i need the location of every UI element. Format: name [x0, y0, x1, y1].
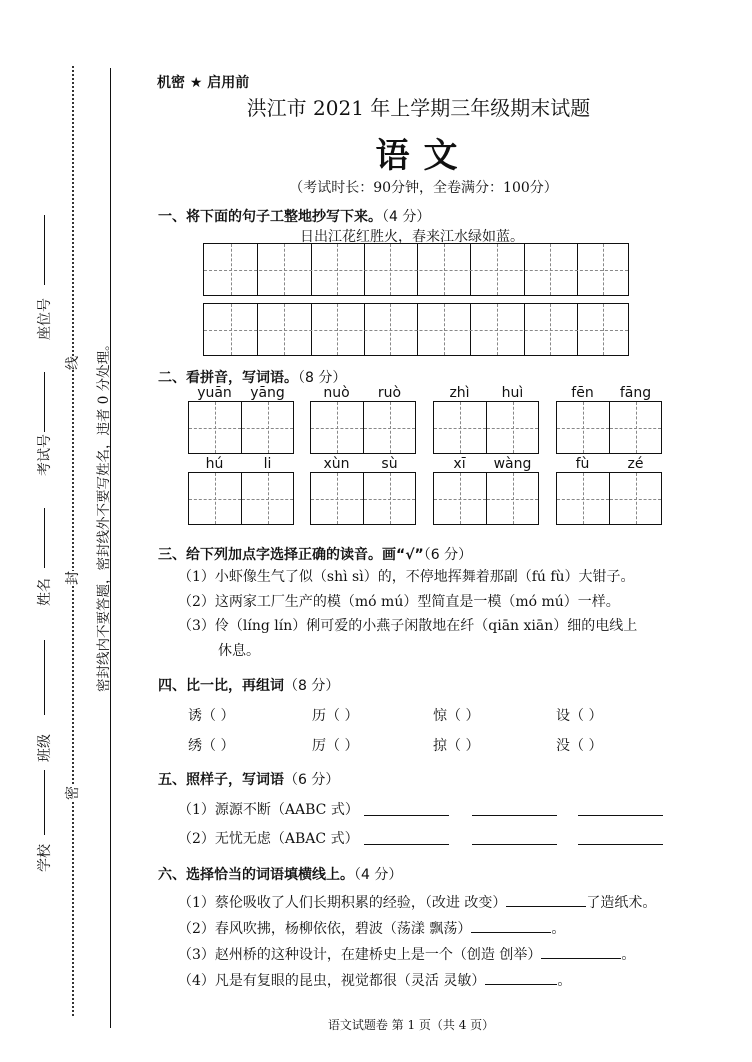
s4-row1-item2[interactable]: 历（ ）	[312, 708, 359, 724]
pinyin-label: li	[263, 456, 272, 472]
section-2-title: 二、看拼音，写词语。	[158, 370, 298, 386]
section-4-points: （8 分）	[284, 678, 340, 694]
character-box[interactable]	[486, 472, 539, 525]
s6-q4-end: 。	[557, 973, 572, 989]
s5-q2-blank-2[interactable]	[472, 844, 557, 845]
character-box[interactable]	[310, 401, 364, 454]
s3-question-3b: 休息。	[218, 643, 260, 659]
s4-row2-item3[interactable]: 掠（ ）	[433, 738, 480, 754]
s6-question-2	[178, 918, 565, 938]
box-middle-guide	[364, 499, 415, 500]
margin-warning: 密封线内不要答题，密封线外不要写姓名，违者 0 分处理。	[96, 337, 112, 692]
character-box[interactable]	[556, 401, 610, 454]
margin-label-name: 姓名	[37, 578, 53, 606]
margin-label-class: 班级	[37, 734, 53, 762]
pinyin-label: ruò	[377, 385, 402, 401]
section-1-heading	[158, 206, 430, 226]
box-middle-guide	[557, 428, 609, 429]
class-underline	[44, 640, 45, 715]
section-5-heading	[158, 769, 339, 789]
s4-row1-item1[interactable]: 诱（ ）	[188, 708, 235, 724]
margin-mark-seal: 封	[62, 571, 82, 585]
s5-question-1: （1）源源不断（AABC 式）	[178, 802, 359, 818]
pinyin-label: xùn	[323, 456, 350, 472]
pinyin-label: zhì	[449, 385, 470, 401]
character-box[interactable]	[241, 401, 294, 454]
s5-q1-blank-2[interactable]	[472, 815, 557, 816]
pinyin-label: zé	[627, 456, 644, 472]
s4-row2-item4[interactable]: 没（ ）	[556, 738, 603, 754]
character-box[interactable]	[609, 472, 662, 525]
s5-q1-blank-3[interactable]	[578, 815, 663, 816]
box-middle-guide	[434, 428, 486, 429]
box-middle-guide	[189, 499, 241, 500]
s6-q4-blank[interactable]	[485, 972, 557, 985]
section-4-title: 四、比一比，再组词	[158, 678, 284, 694]
character-box[interactable]	[188, 472, 242, 525]
s6-question-1	[178, 892, 656, 912]
section-4-heading	[158, 675, 339, 695]
section-6-heading	[158, 864, 402, 884]
section-3-heading	[158, 544, 472, 564]
dotted-seal-line	[72, 66, 74, 1016]
s6-question-3	[178, 944, 635, 964]
pinyin-label: fēn	[571, 385, 594, 401]
section-2-points: （8 分）	[298, 370, 347, 386]
s5-q2-blank-1[interactable]	[364, 844, 449, 845]
s6-q1-blank[interactable]	[506, 894, 586, 907]
box-middle-guide	[610, 499, 661, 500]
s6-q3-blank[interactable]	[541, 946, 621, 959]
s3-question-1: （1）小虾像生气了似（shì sì）的，不停地挥舞着那副（fú fù）大钳子。	[178, 569, 635, 585]
character-box[interactable]	[609, 401, 662, 454]
s5-question-2: （2）无忧无虑（ABAC 式）	[178, 831, 359, 847]
box-middle-guide	[610, 428, 661, 429]
s6-question-4	[178, 970, 571, 990]
margin-label-exam-no: 考试号	[37, 434, 53, 476]
character-box[interactable]	[433, 401, 487, 454]
section-3-title: 三、给下列加点字选择正确的读音。画“√”	[158, 547, 424, 563]
pinyin-label: fāng	[619, 385, 652, 401]
character-box[interactable]	[433, 472, 487, 525]
character-box[interactable]	[310, 472, 364, 525]
s6-q3-end: 。	[621, 947, 636, 963]
box-middle-guide	[311, 428, 363, 429]
character-box[interactable]	[486, 401, 539, 454]
s6-q2-end: 。	[551, 921, 566, 937]
box-middle-guide	[242, 428, 293, 429]
name-underline	[44, 508, 45, 568]
s6-q2-blank[interactable]	[471, 920, 551, 933]
s4-row2-item2[interactable]: 厉（ ）	[312, 738, 359, 754]
box-middle-guide	[487, 499, 538, 500]
section-1-title: 一、将下面的句子工整地抄写下来。	[158, 209, 382, 225]
writing-grid-2[interactable]	[203, 303, 629, 356]
pinyin-label: huì	[501, 385, 524, 401]
s6-q2-text: （2）春风吹拂，杨柳依依，碧波（荡漾 飘荡）	[178, 921, 472, 937]
pinyin-label: yāng	[250, 385, 285, 401]
seat-underline	[44, 215, 45, 285]
box-middle-guide	[242, 499, 293, 500]
s3-question-2: （2）这两家工厂生产的模（mó mú）型简直是一模（mó mú）一样。	[178, 594, 620, 610]
s4-row2-item1[interactable]: 绣（ ）	[188, 738, 235, 754]
pinyin-label: hú	[205, 456, 224, 472]
box-middle-guide	[311, 499, 363, 500]
box-middle-guide	[189, 428, 241, 429]
section-1-points: （4 分）	[382, 209, 431, 225]
s6-q1-text: （1）蔡伦吸收了人们长期积累的经验，（改进 改变）	[178, 895, 507, 911]
pinyin-label: wàng	[493, 456, 532, 472]
character-box[interactable]	[363, 401, 416, 454]
margin-label-school: 学校	[37, 844, 53, 872]
character-box[interactable]	[556, 472, 610, 525]
section-6-points: （4 分）	[354, 867, 403, 883]
pinyin-label: xī	[453, 456, 466, 472]
box-middle-guide	[487, 428, 538, 429]
exam-no-underline	[44, 372, 45, 432]
s4-row1-item4[interactable]: 设（ ）	[556, 708, 603, 724]
s6-q4-text: （4）凡是有复眼的昆虫，视觉都很（灵活 灵敏）	[178, 973, 486, 989]
margin-label-seat: 座位号	[37, 298, 53, 340]
exam-info: （考试时长：90分钟，全卷满分：100分）	[289, 180, 558, 196]
section-5-points: （6 分）	[284, 772, 340, 788]
section-5-title: 五、照样子，写词语	[158, 772, 284, 788]
s5-q2-blank-3[interactable]	[578, 844, 663, 845]
subject-title: 语文	[375, 136, 472, 176]
s6-q3-text: （3）赵州桥的这种设计，在建桥史上是一个（创造 创举）	[178, 947, 542, 963]
copy-sentence: 日出江花红胜火，春来江水绿如蓝。	[300, 229, 524, 245]
s3-question-3a: （3）伶（líng lín）俐可爱的小燕子闲散地在纤（qiān xiān）细的电线上	[178, 618, 638, 634]
s5-q1-blank-1[interactable]	[364, 815, 449, 816]
exam-title: 洪江市 2021 年上学期三年级期末试题	[246, 96, 591, 120]
page-footer: 语文试题卷 第 1 页（共 4 页）	[327, 1018, 495, 1032]
box-middle-guide	[434, 499, 486, 500]
character-box[interactable]	[241, 472, 294, 525]
grid-middle-guide	[204, 270, 628, 271]
character-box[interactable]	[363, 472, 416, 525]
pinyin-label: sù	[381, 456, 398, 472]
confidential-label: 机密 ★ 启用前	[157, 75, 250, 91]
character-box[interactable]	[188, 401, 242, 454]
pinyin-label: fù	[575, 456, 590, 472]
s4-row1-item3[interactable]: 惊（ ）	[433, 708, 480, 724]
section-6-title: 六、选择恰当的词语填横线上。	[158, 867, 354, 883]
school-underline	[44, 770, 45, 835]
margin-mark-line: 线	[62, 356, 82, 370]
box-middle-guide	[557, 499, 609, 500]
writing-grid-1[interactable]	[203, 243, 629, 296]
section-3-points: （6 分）	[423, 547, 473, 563]
grid-middle-guide	[204, 330, 628, 331]
s6-q1-end: 了造纸术。	[586, 895, 657, 911]
box-middle-guide	[364, 428, 415, 429]
pinyin-label: yuān	[197, 385, 232, 401]
margin-mark-secret: 密	[62, 786, 82, 800]
section-2-heading	[158, 367, 346, 387]
pinyin-label: nuò	[323, 385, 350, 401]
